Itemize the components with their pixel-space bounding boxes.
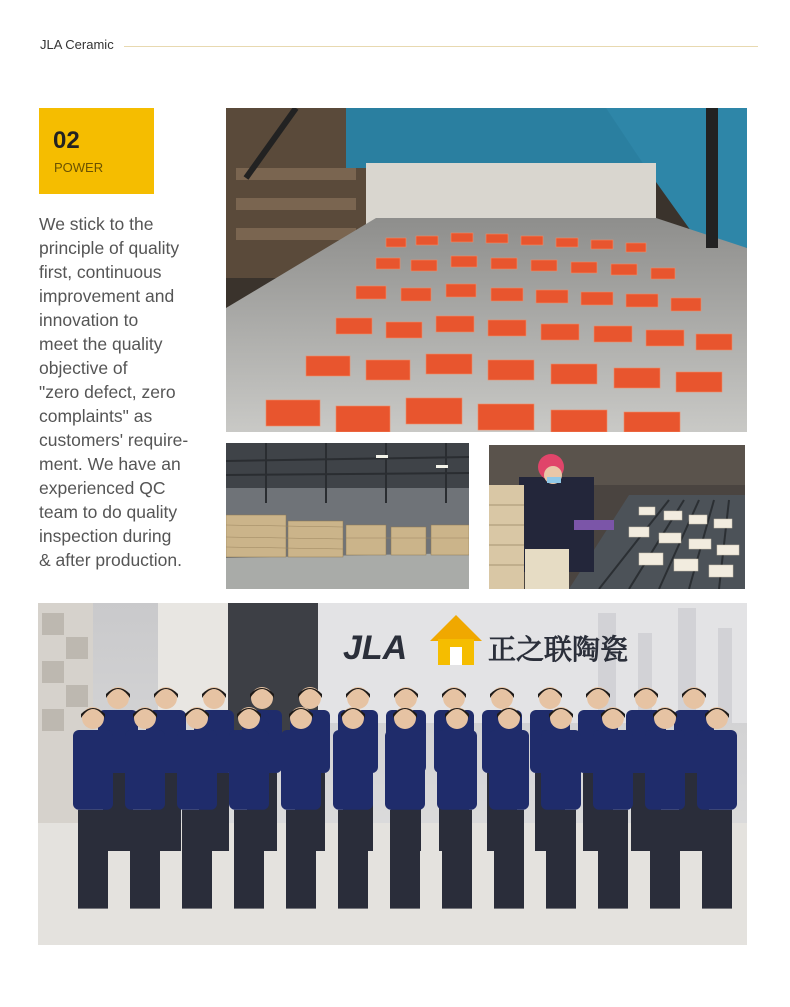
description-line: principle of quality bbox=[39, 238, 180, 258]
staff-member bbox=[177, 707, 217, 909]
description-line: ment. We have an bbox=[39, 454, 181, 474]
description-line: improvement and bbox=[39, 286, 175, 306]
team-logo-text: JLA bbox=[343, 629, 408, 667]
description-line: customers' require- bbox=[39, 430, 189, 450]
section-badge bbox=[39, 108, 154, 194]
staff-member bbox=[333, 707, 373, 909]
description-line: inspection during bbox=[39, 526, 172, 546]
qc-inspection-photo bbox=[489, 445, 745, 589]
staff-member bbox=[593, 707, 633, 909]
staff-member bbox=[229, 707, 269, 909]
brand-title: JLA Ceramic bbox=[40, 37, 114, 52]
header-divider bbox=[124, 46, 758, 47]
team-photo bbox=[38, 603, 747, 945]
staff-member bbox=[125, 707, 165, 909]
staff-member bbox=[73, 707, 113, 909]
description-line: "zero defect, zero bbox=[39, 382, 176, 402]
staff-member bbox=[541, 707, 581, 909]
team-logo-chinese: 正之联陶瓷 bbox=[488, 633, 629, 666]
description-line: We stick to the bbox=[39, 214, 154, 234]
description-line: experienced QC bbox=[39, 478, 166, 498]
description-line: meet the quality bbox=[39, 334, 163, 354]
section-label: POWER bbox=[54, 160, 104, 175]
description-line: & after production. bbox=[39, 550, 182, 570]
staff-member bbox=[645, 707, 685, 909]
description-line: innovation to bbox=[39, 310, 139, 330]
kiln-conveyor-photo bbox=[226, 108, 747, 432]
description-line: first, continuous bbox=[39, 262, 162, 282]
description-text bbox=[39, 212, 211, 572]
description-line: objective of bbox=[39, 358, 128, 378]
description-line: team to do quality bbox=[39, 502, 178, 522]
staff-member bbox=[489, 707, 529, 909]
staff-member bbox=[697, 707, 737, 909]
staff-member bbox=[385, 707, 425, 909]
staff-member bbox=[437, 707, 477, 909]
warehouse-photo bbox=[226, 443, 469, 589]
staff-member bbox=[281, 707, 321, 909]
section-number: 02 bbox=[53, 127, 80, 154]
description-line: complaints" as bbox=[39, 406, 153, 426]
